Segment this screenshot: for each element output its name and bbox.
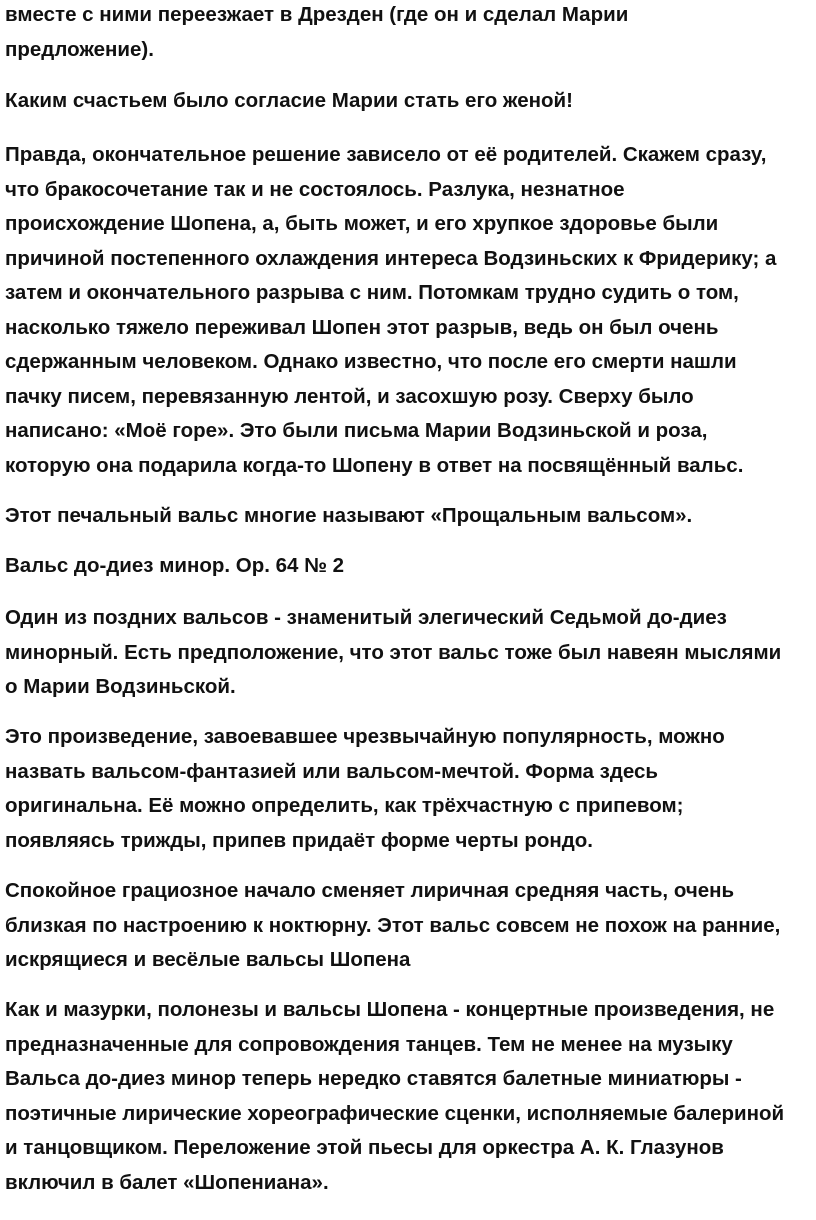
text-line: Правда, окончательное решение зависело от её родителей. Скажем сразу,	[5, 143, 767, 166]
text-line: сдержанным человеком. Однако известно, что после его смерти нашли	[5, 350, 737, 373]
text-line: искрящиеся и весёлые вальсы Шопена	[5, 948, 411, 971]
text-line: предложение).	[5, 37, 154, 61]
paragraph-dresden-move	[5, 0, 628, 67]
text-line: Это произведение, завоевавшее чрезвычайную популярность, можно	[5, 725, 725, 748]
paragraph-form	[5, 720, 725, 858]
text-line: Спокойное грациозное начало сменяет лиричная средняя часть, очень	[5, 879, 735, 902]
text-line: и танцовщиком. Переложение этой пьесы для оркестра А. К. Глазунов	[5, 1136, 724, 1159]
text-line: Каким счастьем было согласие Марии стать его женой!	[5, 89, 573, 112]
text-line: Этот печальный вальс многие называют «Прощальным вальсом».	[5, 504, 693, 527]
text-line: вместе с ними переезжает в Дрезден (где он и сделал Марии	[5, 3, 629, 26]
text-line: что бракосочетание так и не состоялось. Разлука, незнатное	[5, 177, 625, 201]
text-line: Вальс до-диез минор. Ор. 64 № 2	[5, 554, 345, 577]
paragraph-maria-consent	[5, 84, 573, 119]
text-line: Как и мазурки, полонезы и вальсы Шопена - концертные произведения, не	[5, 998, 775, 1021]
text-line: пачку писем, перевязанную лентой, и засохшую розу. Сверху было	[5, 384, 694, 408]
text-line: которую она подарила когда-то Шопену в ответ на посвящённый вальс.	[5, 453, 744, 477]
text-line: Вальса до-диез минор теперь нередко ставятся балетные миниатюры -	[5, 1067, 742, 1090]
text-line: насколько тяжело переживал Шопен этот разрыв, ведь он был очень	[5, 315, 719, 339]
paragraph-late-waltz	[5, 601, 781, 705]
text-line: причиной постепенного охлаждения интереса Водзиньских к Фридерику; а	[5, 246, 777, 270]
text-line: включил в балет «Шопениана».	[5, 1170, 329, 1194]
text-line: близкая по настроению к ноктюрну. Этот вальс совсем не похож на ранние,	[5, 913, 781, 937]
text-line: написано: «Моё горе». Это были письма Марии Водзиньской и роза,	[5, 419, 708, 442]
text-line: происхождение Шопена, а, быть может, и его хрупкое здоровье были	[5, 212, 719, 235]
paragraph-ballet	[5, 993, 784, 1200]
text-line: о Марии Водзиньской.	[5, 675, 236, 698]
text-line: назвать вальсом-фантазией или вальсом-мечтой. Форма здесь	[5, 759, 658, 783]
text-line: Один из поздних вальсов - знаменитый элегический Седьмой до-диез	[5, 606, 727, 629]
text-line: затем и окончательного разрыва с ним. Потомкам трудно судить о том,	[5, 281, 739, 304]
text-line: оригинальна. Её можно определить, как трёхчастную с припевом;	[5, 794, 684, 817]
paragraph-engagement-story	[5, 138, 776, 483]
text-line: предназначенные для сопровождения танцев. Тем не менее на музыку	[5, 1032, 733, 1056]
text-line: появляясь трижды, припев придаёт форме черты рондо.	[5, 828, 593, 852]
text-line: поэтичные лирические хореографические сценки, исполняемые балериной	[5, 1101, 785, 1125]
paragraph-character	[5, 874, 780, 978]
text-line: минорный. Есть предположение, что этот вальс тоже был навеян мыслями	[5, 640, 782, 664]
section-heading-waltz	[5, 549, 344, 584]
paragraph-farewell-waltz	[5, 499, 692, 534]
